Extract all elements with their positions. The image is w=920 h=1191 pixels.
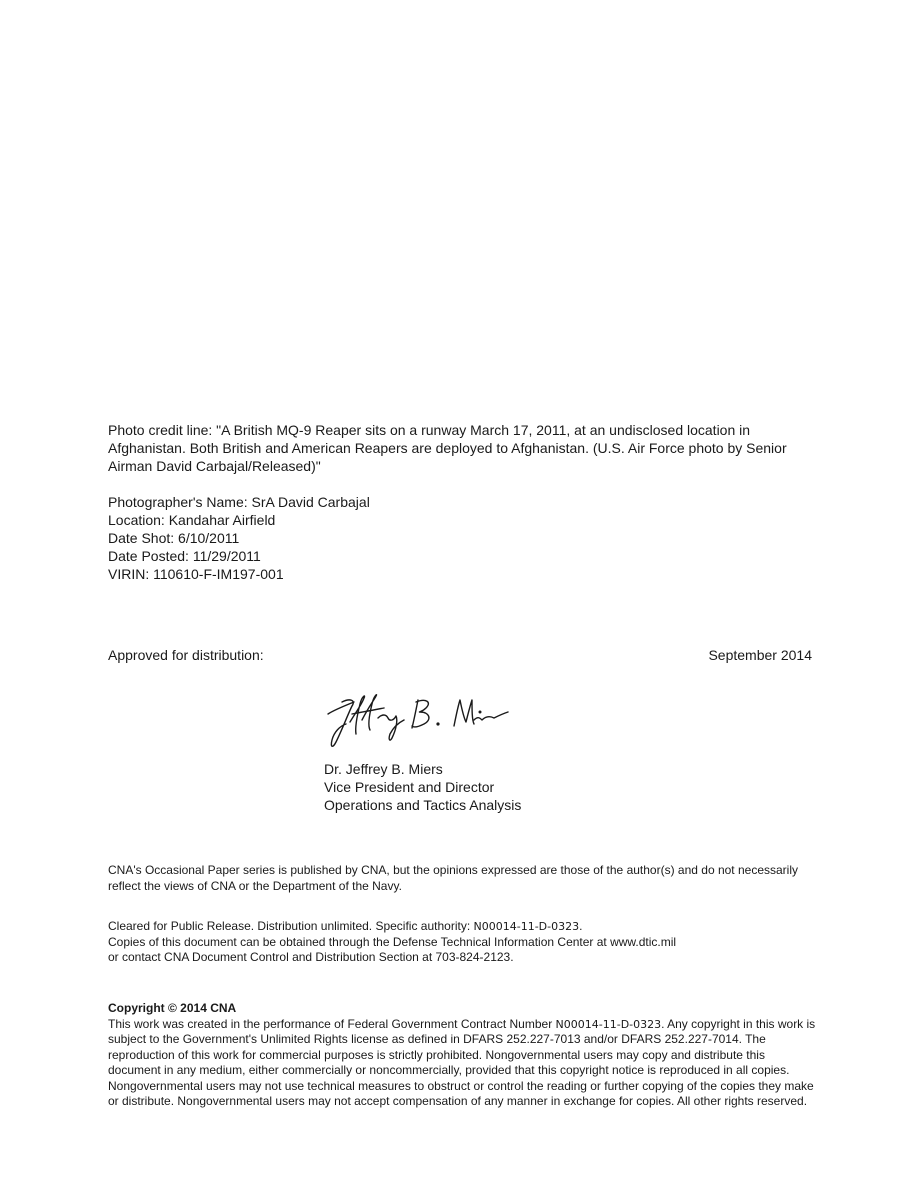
clearance-note <box>108 919 818 966</box>
series-note-text: CNA's Occasional Paper series is published by CNA, but the opinions expressed are those of the author(s) and do not necessarily reflect the views of CNA or the Department of the Navy. <box>108 863 798 893</box>
handwritten-signature-icon <box>322 690 512 752</box>
clearance-line-1 <box>108 919 818 935</box>
copyright-contract-number: N00014-11-D-0323 <box>555 1017 662 1031</box>
clearance-line-2: Copies of this document can be obtained through the Defense Technical Information Center at www.dtic.mil <box>108 934 677 949</box>
photographer-name: Photographer's Name: SrA David Carbajal <box>108 494 370 510</box>
photo-location: Location: Kandahar Airfield <box>108 512 276 528</box>
copyright-body-prefix: This work was created in the performance of Federal Government Contract Number <box>108 1016 556 1031</box>
clearance-prefix: Cleared for Public Release. Distribution unlimited. Specific authority: <box>108 919 474 933</box>
clearance-line-3: or contact CNA Document Control and Distribution Section at 703-824-2123. <box>108 950 514 964</box>
approval-date: September 2014 <box>708 647 812 663</box>
date-posted: Date Posted: 11/29/2011 <box>108 548 261 564</box>
photo-credit <box>108 421 818 475</box>
clearance-suffix: . <box>579 919 583 933</box>
copyright-body-suffix: . Any copyright in this work is subject to the Government's Unlimited Rights license as defined in DFARS 252.227-7013 and/or DFARS 252.227-7014. The reproduction of this work for commercial purposes is strictly prohibited. Nongovernmental users may copy and distribute this document in any medium, either commercially or noncommercially, provided that this copyright notice is reproduced in all copies. Nongovernmental users may not use technical measures to obstruct or control the reading or further copying of the copies they make or distribute. Nongovernmental users may not accept compensation of any manner in exchange for copies. All other rights reserved. <box>108 1016 816 1108</box>
copyright-notice <box>108 1001 816 1110</box>
signer-block <box>324 760 521 814</box>
photo-credit-text: Photo credit line: "A British MQ-9 Reaper sits on a runway March 17, 2011, at an undisclosed location in Afghanistan. Both British and American Reapers are deployed to Afghanistan. (U.S. Air Force photo by Senior Airman David Carbajal/Released)" <box>108 422 787 474</box>
clearance-contract-number: N00014-11-D-0323 <box>473 920 580 933</box>
series-note <box>108 863 818 894</box>
photo-metadata <box>108 493 818 583</box>
approval-row <box>108 646 812 664</box>
approval-label: Approved for distribution: <box>108 647 264 663</box>
signer-division: Operations and Tactics Analysis <box>324 797 522 813</box>
copyright-body <box>108 1017 816 1110</box>
signer-name: Dr. Jeffrey B. Miers <box>324 761 443 777</box>
virin: VIRIN: 110610-F-IM197-001 <box>108 566 284 582</box>
copyright-title: Copyright © 2014 CNA <box>108 1001 237 1015</box>
date-shot: Date Shot: 6/10/2011 <box>108 530 240 546</box>
signer-title: Vice President and Director <box>324 779 495 795</box>
